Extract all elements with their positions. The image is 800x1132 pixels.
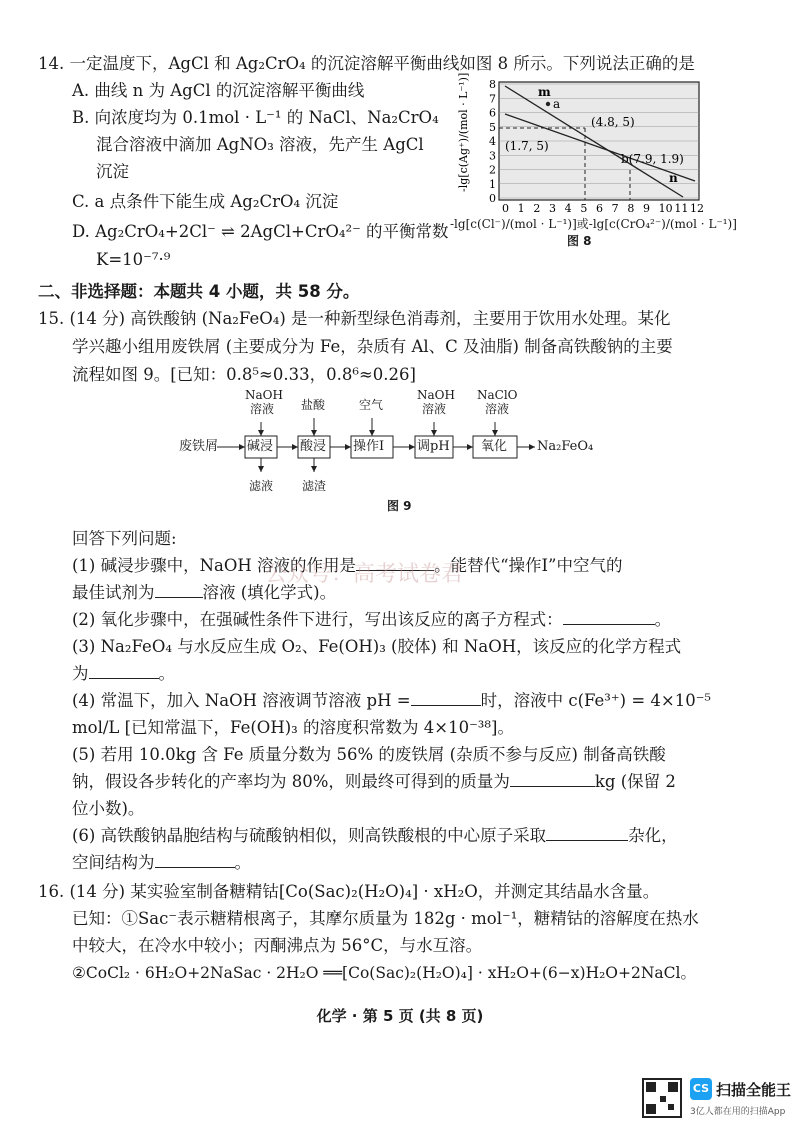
figure-8-ylabel: -lg[c(Ag⁺)/(mol · L⁻¹)]	[457, 72, 470, 192]
q15-part1-text-b: 。能替代“操作Ⅰ”中空气的	[434, 556, 623, 575]
scanner-app-name: 扫描全能王	[716, 1081, 792, 1099]
y-tick-label: 7	[489, 92, 496, 106]
q15-part5-text-b: 钠，假设各步转化的产率均为 80%，则最终可得到的质量为	[72, 772, 510, 791]
answer-blank-5[interactable]	[411, 689, 481, 706]
flow-output-1: 滤液	[249, 479, 274, 493]
watermark: 公众号：高考试卷君	[265, 562, 464, 587]
label-b: b(7.9, 1.9)	[621, 152, 684, 166]
y-tick-label: 2	[489, 163, 496, 177]
q15-line1: 15. (14 分) 高铁酸钠 (Na₂FeO₄) 是一种新型绿色消毒剂，主要用于饮用水处理。某化	[38, 309, 671, 328]
flow-box-2: 酸浸	[300, 439, 327, 454]
figure-8-xlabel: -lg[c(Cl⁻)/(mol · L⁻¹)]或-lg[c(CrO₄²⁻)/(mol · L⁻¹)]	[450, 217, 737, 231]
q15-line3: 流程如图 9。[已知：0.8⁵≈0.33，0.8⁶≈0.26]	[72, 365, 416, 384]
point-a-label: a	[553, 97, 561, 111]
q15-part3-text-c: 。	[158, 664, 175, 683]
q15-intro: 回答下列问题:	[72, 529, 177, 548]
q15-part5-line1: (5) 若用 10.0kg 含 Fe 质量分数为 56% 的废铁屑 (杂质不参与反应) 制备高铁酸	[72, 745, 666, 764]
answer-blank-2[interactable]	[155, 581, 203, 598]
answer-blank-7[interactable]	[546, 824, 628, 841]
page-footer: 化学 · 第 5 页 (共 8 页)	[316, 1007, 484, 1025]
x-tick-label: 0	[502, 202, 509, 215]
figure-9-caption: 图 9	[387, 499, 412, 513]
q15-part6-text-a: (6) 高铁酸钠晶胞结构与硫酸钠相似，则高铁酸根的中心原子采取	[72, 826, 547, 845]
x-tick-label: 2	[533, 202, 541, 215]
q15-part2	[72, 608, 671, 632]
y-tick-label: 6	[489, 106, 496, 120]
x-tick-label: 1	[517, 202, 525, 215]
y-tick-label: 4	[489, 135, 496, 148]
flow-input-5: NaClO 溶液	[477, 388, 518, 416]
q15-part1-text-d: 溶液 (填化学式)。	[202, 583, 337, 602]
x-tick-label: 11	[674, 202, 689, 215]
q16-line2: 已知：①Sac⁻表示糖精根离子，其摩尔质量为 182g · mol⁻¹，糖精钴的溶解度在热水	[72, 909, 699, 928]
q15-part6-line1	[72, 824, 678, 848]
q15-part6-text-d: 。	[234, 853, 251, 872]
qr-code-icon	[642, 1078, 682, 1118]
flow-output-2: 滤渣	[302, 479, 327, 493]
flow-end: Na₂FeO₄	[537, 439, 594, 454]
q15-part1-text-c: 最佳试剂为	[72, 583, 155, 602]
q15-part5-line3: 位小数)。	[72, 799, 145, 818]
answer-blank-6[interactable]	[510, 770, 595, 787]
label-p2: (1.7, 5)	[505, 139, 549, 153]
q15-part3-text-b: 为	[72, 664, 89, 683]
x-tick-label: 7	[611, 202, 619, 215]
q15-part6-text-c: 空间结构为	[72, 853, 155, 872]
flow-input-3: 空气	[359, 398, 384, 412]
q14-stem: 14. 一定温度下，AgCl 和 Ag₂CrO₄ 的沉淀溶解平衡曲线如图 8 所示。下列说法正确的是	[38, 54, 695, 73]
q15-part2-text-b: 。	[654, 610, 672, 629]
point-a	[546, 102, 550, 106]
q15-part6-line2	[72, 851, 251, 875]
flow-input-4: NaOH 溶液	[417, 388, 455, 416]
curve-n-label: n	[669, 171, 678, 185]
x-tick-label: 4	[564, 202, 572, 215]
q15-part4-text-a: (4) 常温下，加入 NaOH 溶液调节溶液 pH =	[72, 691, 411, 710]
figure-9-flow	[175, 388, 635, 503]
q16-line4: ②CoCl₂ · 6H₂O+2NaSac · 2H₂O ══[Co(Sac)₂(H₂O)₄] · xH₂O+(6−x)H₂O+2NaCl。	[72, 964, 696, 982]
q15-part4-text-b: 时，溶液中 c(Fe³⁺) = 4×10⁻⁵	[480, 691, 712, 710]
q16-line3: 中较大，在冷水中较小；丙酮沸点为 56°C，与水互溶。	[72, 936, 483, 955]
x-tick-label: 9	[643, 202, 650, 215]
answer-blank-4[interactable]	[89, 662, 159, 679]
q14-option-b-line2: 混合溶液中滴加 AgNO₃ 溶液，先产生 AgCl	[96, 135, 424, 154]
x-tick-label: 6	[596, 202, 603, 215]
q15-part2-text-a: (2) 氧化步骤中，在强碱性条件下进行，写出该反应的离子方程式：	[72, 610, 563, 629]
q16-line1: 16. (14 分) 某实验室制备糖精钴[Co(Sac)₂(H₂O)₄] · xH₂O，并测定其结晶水含量。	[38, 882, 660, 901]
flow-start: 废铁屑	[179, 439, 219, 454]
scanner-app-subtitle: 3亿人都在用的扫描App	[690, 1107, 786, 1117]
q15-line2: 学兴趣小组用废铁屑 (主要成分为 Fe，杂质有 Al、C 及油脂) 制备高铁酸钠的主要	[72, 337, 673, 356]
x-tick-label: 3	[549, 202, 556, 215]
figure-8-caption: 图 8	[567, 234, 592, 248]
flow-box-4: 调pH	[417, 439, 450, 454]
q14-option-b-line3: 沉淀	[96, 162, 129, 181]
q15-part4-line2: mol/L [已知常温下，Fe(OH)₃ 的溶度积常数为 4×10⁻³⁸]。	[72, 718, 514, 737]
x-tick-label: 10	[658, 202, 673, 215]
x-tick-label: 5	[580, 202, 588, 215]
x-tick-label: 12	[690, 202, 704, 215]
flow-box-3: 操作Ⅰ	[353, 439, 385, 454]
q14-option-b-line1: B. 向浓度均为 0.1mol · L⁻¹ 的 NaCl、Na₂CrO₄	[72, 108, 439, 127]
x-tick-label: 8	[627, 202, 635, 215]
y-tick-label: 3	[489, 149, 496, 163]
answer-blank-8[interactable]	[155, 851, 235, 868]
label-p1: (4.8, 5)	[591, 115, 635, 129]
y-tick-label: 8	[489, 78, 496, 91]
flow-box-5: 氧化	[481, 439, 508, 454]
y-tick-label: 1	[489, 177, 496, 191]
q15-part3-line2	[72, 662, 175, 686]
q15-part1-text-a: (1) 碱浸步骤中，NaOH 溶液的作用是	[72, 556, 357, 575]
q14-option-c: C. a 点条件下能生成 Ag₂CrO₄ 沉淀	[72, 192, 339, 211]
q15-part6-text-b: 杂化，	[628, 826, 678, 845]
q15-part4-line1	[72, 689, 711, 713]
section-heading: 二、非选择题：本题共 4 小题，共 58 分。	[38, 282, 360, 301]
q15-part5-line2	[72, 770, 676, 794]
q15-part3-line1: (3) Na₂FeO₄ 与水反应生成 O₂、Fe(OH)₃ (胶体) 和 NaOH，该反应的化学方程式	[72, 637, 682, 656]
y-tick-label: 0	[489, 192, 496, 205]
q14-option-d-line2: K=10⁻⁷·⁹	[96, 250, 171, 269]
scanner-logo-icon: CS	[690, 1078, 712, 1100]
flow-box-1: 碱浸	[247, 439, 274, 454]
curve-m-label: m	[538, 85, 551, 99]
answer-blank-3[interactable]	[563, 608, 655, 625]
q15-part5-text-c: kg (保留 2	[594, 772, 676, 791]
flow-input-1: NaOH 溶液	[245, 388, 283, 416]
q14-option-a: A. 曲线 n 为 AgCl 的沉淀溶解平衡曲线	[72, 81, 365, 100]
y-tick-label: 5	[489, 120, 496, 134]
q14-option-d-line1: D. Ag₂CrO₄+2Cl⁻ ⇌ 2AgCl+CrO₄²⁻ 的平衡常数	[72, 222, 449, 241]
flow-input-2: 盐酸	[301, 398, 326, 412]
